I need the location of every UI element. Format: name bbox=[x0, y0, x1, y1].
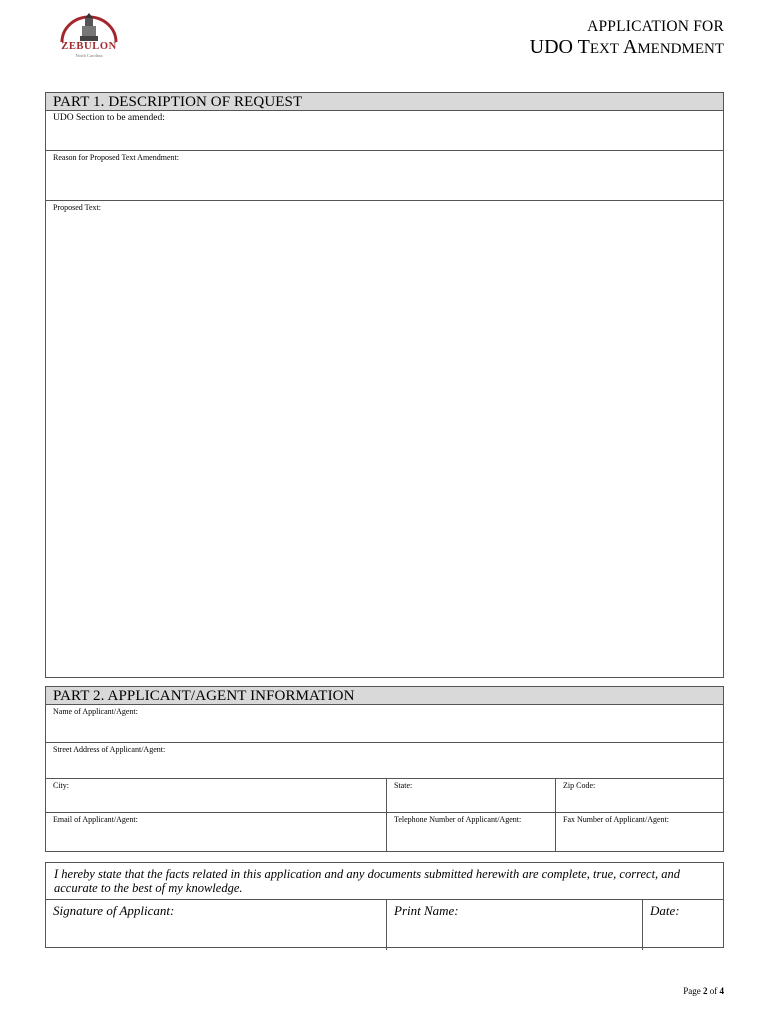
state-field[interactable] bbox=[387, 779, 556, 812]
part1-section bbox=[45, 92, 724, 678]
signature-label: Signature of Applicant: bbox=[53, 903, 175, 918]
state-label: State: bbox=[394, 781, 413, 790]
part2-title: PART 2. APPLICANT/AGENT INFORMATION bbox=[46, 687, 723, 705]
zip-field[interactable] bbox=[556, 779, 723, 812]
print-name-label: Print Name: bbox=[394, 903, 459, 918]
signature-row bbox=[46, 900, 723, 950]
contact-row bbox=[46, 813, 723, 851]
udo-section-label: UDO Section to be amended: bbox=[53, 113, 165, 123]
fax-label: Fax Number of Applicant/Agent: bbox=[563, 815, 669, 824]
fax-field[interactable] bbox=[556, 813, 723, 851]
reason-field[interactable] bbox=[46, 151, 723, 201]
applicant-name-label: Name of Applicant/Agent: bbox=[53, 707, 138, 716]
udo-section-field[interactable] bbox=[46, 111, 723, 151]
logo-subtext: North Carolina bbox=[75, 53, 103, 58]
proposed-text-field[interactable] bbox=[46, 201, 723, 677]
form-title bbox=[530, 36, 724, 59]
certification-section bbox=[45, 862, 724, 948]
print-name-field[interactable] bbox=[387, 900, 643, 950]
city-field[interactable] bbox=[46, 779, 387, 812]
part1-title: PART 1. DESCRIPTION OF REQUEST bbox=[46, 93, 723, 111]
page-prefix: Page bbox=[683, 986, 703, 996]
date-field[interactable] bbox=[643, 900, 723, 950]
street-address-field[interactable] bbox=[46, 743, 723, 779]
form-title-part: MENDMENT bbox=[637, 41, 724, 57]
city-label: City: bbox=[53, 781, 70, 790]
form-title-part: UDO T bbox=[529, 36, 590, 58]
signature-field[interactable] bbox=[46, 900, 387, 950]
form-title-part: EXT bbox=[589, 41, 619, 57]
page-current: 2 bbox=[703, 986, 708, 996]
telephone-field[interactable] bbox=[387, 813, 556, 851]
date-label: Date: bbox=[650, 903, 680, 918]
zip-label: Zip Code: bbox=[563, 781, 596, 790]
form-title-part: A bbox=[618, 36, 638, 58]
logo-text: ZEBULON bbox=[61, 41, 117, 52]
certification-statement: I hereby state that the facts related in this application and any documents submitted herewith are complete, true, correct, and accurate to the best of my knowledge. bbox=[46, 863, 723, 900]
city-state-zip-row bbox=[46, 779, 723, 813]
reason-label: Reason for Proposed Text Amendment: bbox=[53, 153, 179, 162]
street-address-label: Street Address of Applicant/Agent: bbox=[53, 745, 166, 754]
applicant-name-field[interactable] bbox=[46, 705, 723, 743]
telephone-label: Telephone Number of Applicant/Agent: bbox=[394, 815, 522, 824]
proposed-text-label: Proposed Text: bbox=[53, 203, 101, 212]
email-label: Email of Applicant/Agent: bbox=[53, 815, 138, 824]
zebulon-logo bbox=[54, 12, 124, 62]
page-number bbox=[683, 986, 724, 996]
part2-section bbox=[45, 686, 724, 852]
header-line1: APPLICATION FOR bbox=[587, 18, 724, 35]
page-of: of bbox=[707, 986, 720, 996]
email-field[interactable] bbox=[46, 813, 387, 851]
page-total: 4 bbox=[719, 986, 724, 996]
